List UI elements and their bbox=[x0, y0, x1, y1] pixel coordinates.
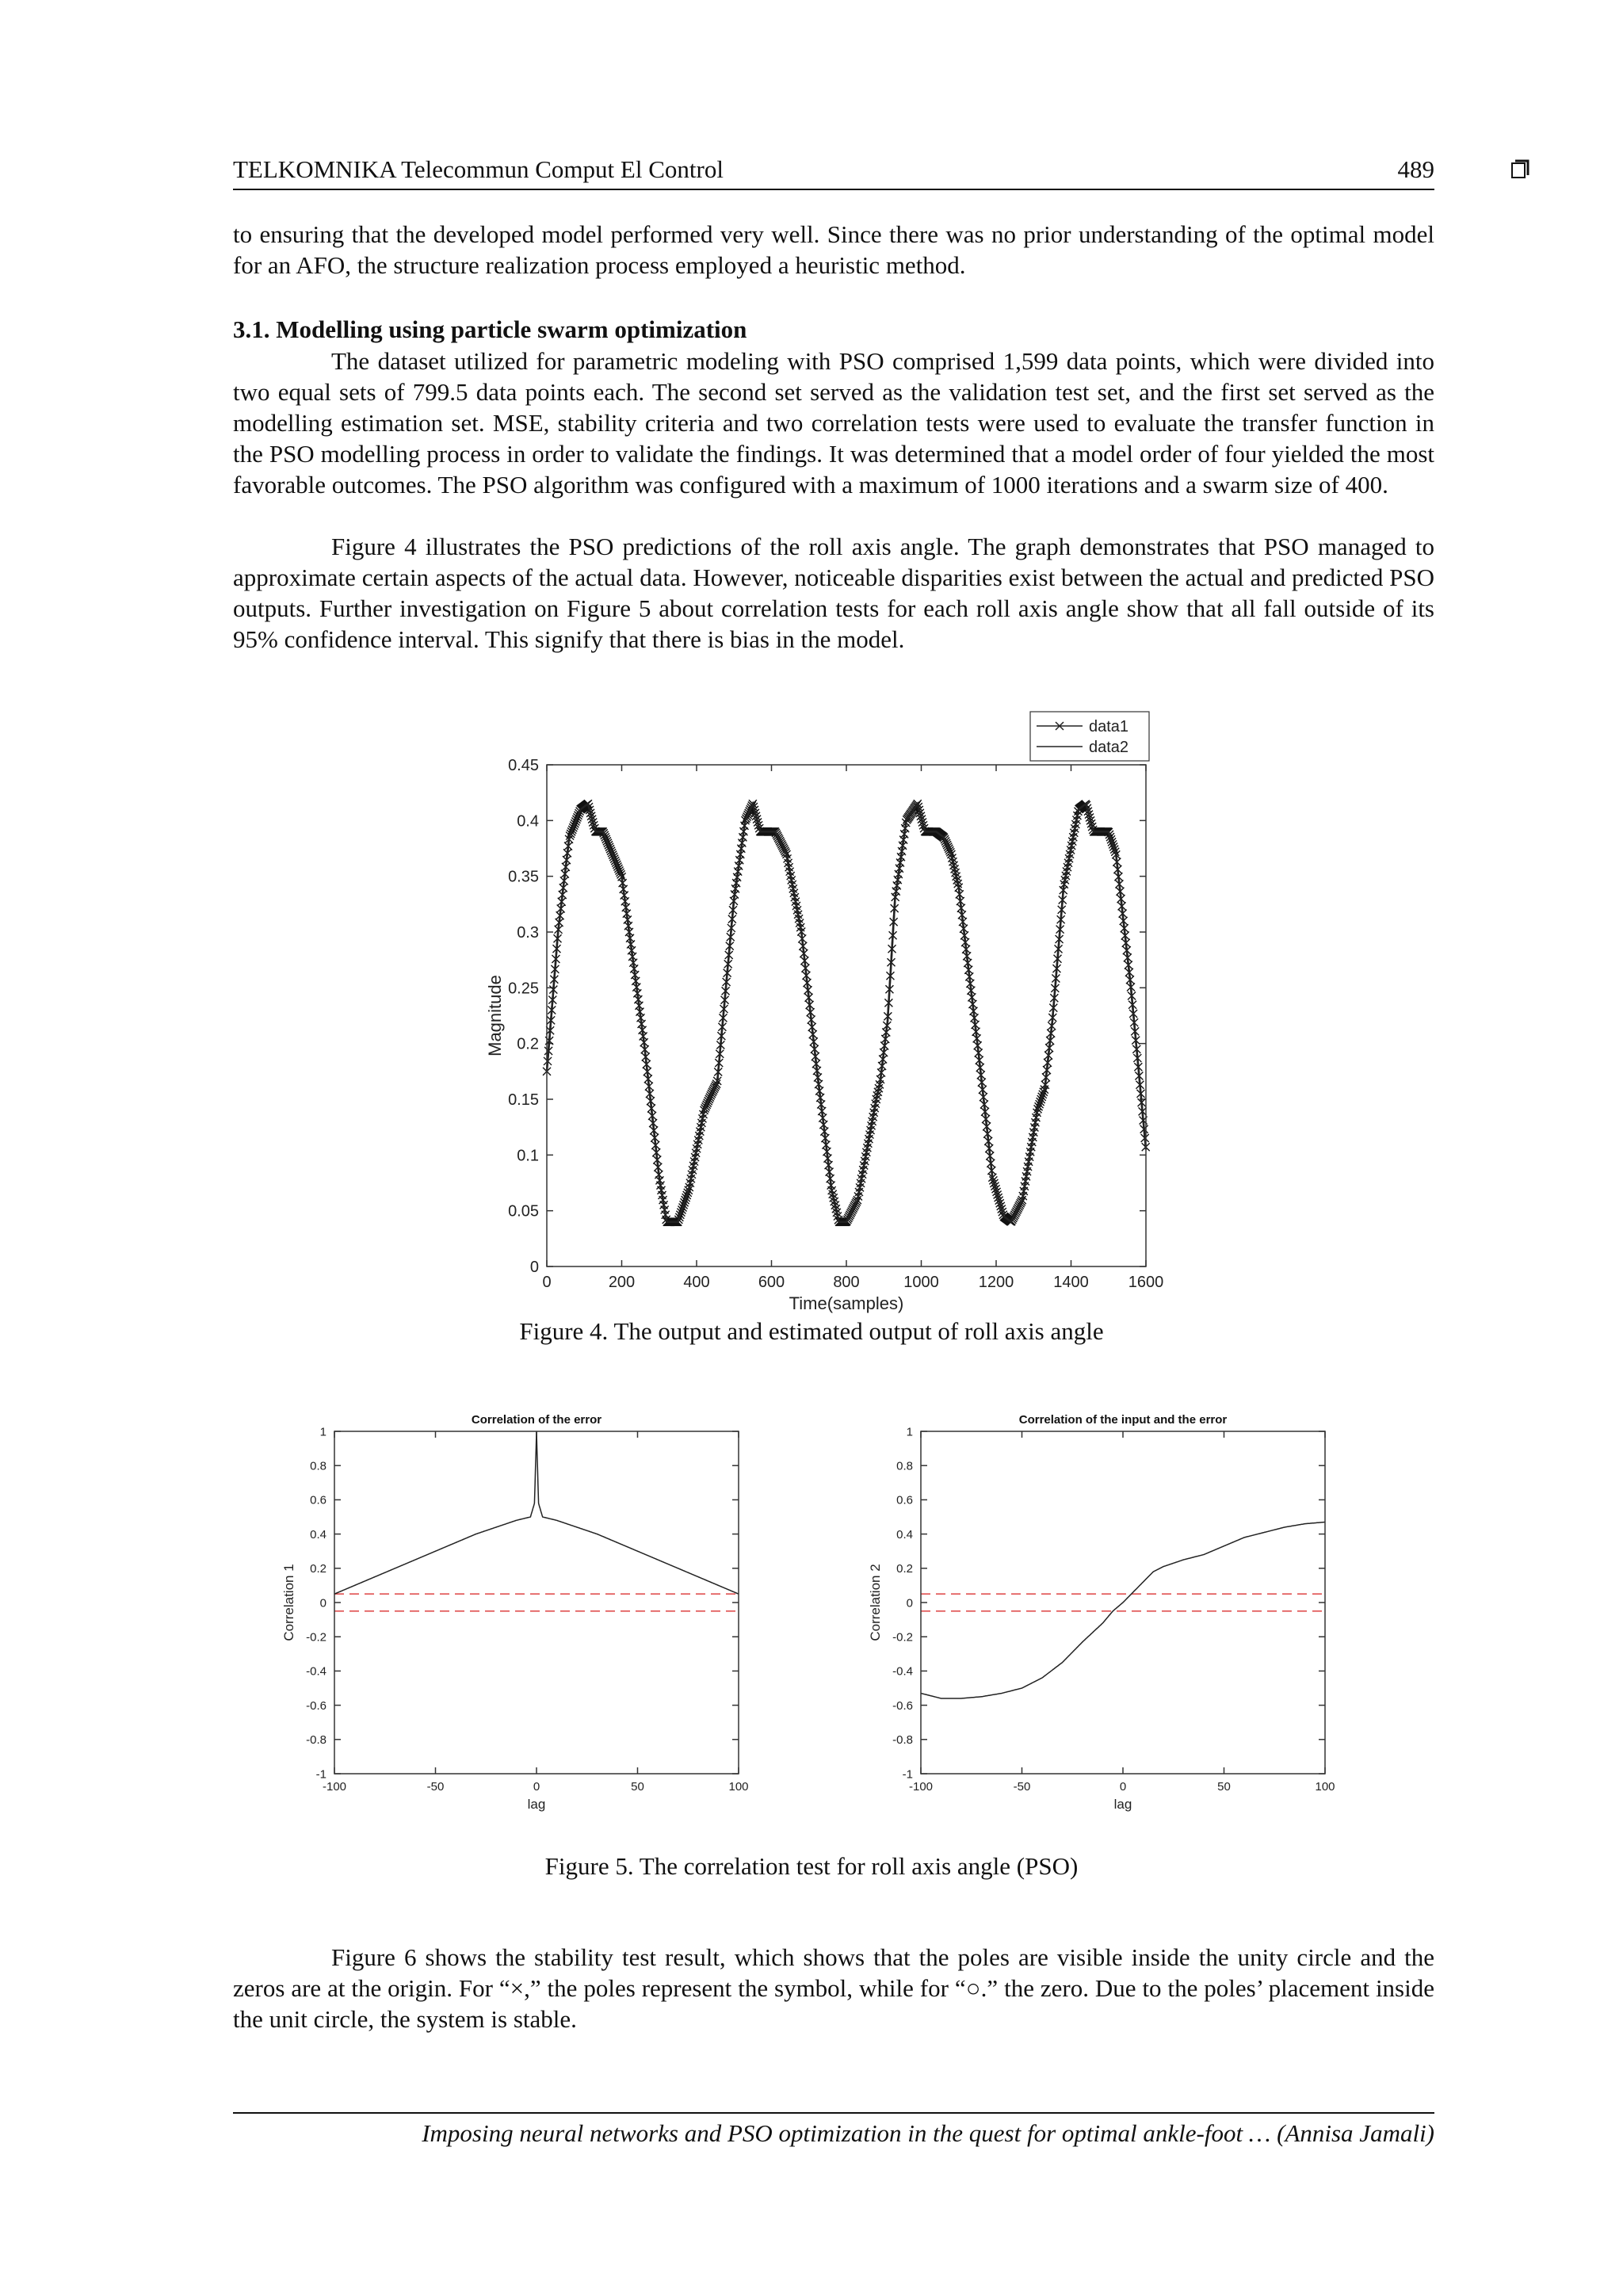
x-tick-label: 0 bbox=[533, 1780, 540, 1794]
page-number: 489 bbox=[1397, 155, 1434, 183]
y-tick-label: 0.3 bbox=[517, 924, 539, 942]
x-tick-label: 1400 bbox=[1053, 1274, 1089, 1291]
y-tick-label: 0.35 bbox=[508, 868, 539, 886]
section-paragraph-2: Figure 4 illustrates the PSO predictions of the roll axis angle. The graph demonstrates that PSO managed to approximate certain aspects of the actual data. However, noticeable disparities exist between the actual and predicted PSO outputs. Further investigation on Figure 5 about correlation tests for each roll axis angle show that all fall outside of its 95% confidence interval. This signify that there is bias in the model. bbox=[233, 533, 1434, 653]
x-tick-label: -100 bbox=[322, 1780, 347, 1794]
series-data1-markers bbox=[543, 800, 1150, 1226]
y-tick-label: 0 bbox=[906, 1596, 913, 1610]
x-axis-label: lag bbox=[1113, 1797, 1132, 1812]
y-tick-label: 0.2 bbox=[896, 1562, 913, 1576]
series-data2-line bbox=[547, 804, 1146, 1221]
y-tick-label: -1 bbox=[315, 1767, 327, 1782]
y-tick-label: 0.25 bbox=[508, 980, 539, 998]
y-tick-label: -0.6 bbox=[306, 1698, 327, 1713]
y-tick-label: -0.4 bbox=[892, 1664, 913, 1679]
y-tick-label: -0.6 bbox=[892, 1698, 913, 1713]
x-tick-label: 0 bbox=[1119, 1780, 1127, 1794]
x-tick-label: -100 bbox=[908, 1780, 934, 1794]
x-axis-label: Time(samples) bbox=[789, 1293, 904, 1313]
legend-label: data1 bbox=[1089, 718, 1129, 735]
y-tick-label: 0.6 bbox=[896, 1493, 913, 1507]
page-box-icon bbox=[1511, 160, 1529, 179]
x-tick-label: -50 bbox=[1013, 1780, 1031, 1794]
header-rule bbox=[233, 189, 1434, 190]
x-tick-label: 600 bbox=[758, 1274, 785, 1291]
y-tick-label: 0.8 bbox=[310, 1459, 327, 1473]
x-tick-label: 800 bbox=[833, 1274, 860, 1291]
page-header bbox=[233, 155, 1434, 187]
y-tick-label: 0 bbox=[529, 1259, 539, 1276]
section-paragraph-1: The dataset utilized for parametric modeling with PSO comprised 1,599 data points, which were divided into two equal sets of 799.5 data points each. The second set served as the validation test set, and the first set served as the modelling estimation set. MSE, stability criteria and two correlation tests were used to evaluate the transfer function in the PSO modelling process in order to validate the findings. It was determined that a model order of four yielded the most favorable outcomes. The PSO algorithm was configured with a maximum of 1000 iterations and a swarm size of 400. bbox=[233, 347, 1434, 499]
x-tick-label: 50 bbox=[1217, 1780, 1231, 1794]
y-axis-label: Correlation 2 bbox=[868, 1564, 883, 1641]
y-tick-label: -0.8 bbox=[306, 1733, 327, 1748]
figure-4-chart bbox=[444, 697, 1189, 1313]
x-tick-label: 1600 bbox=[1128, 1274, 1164, 1291]
x-tick-label: 100 bbox=[728, 1780, 749, 1794]
series-correlation-line bbox=[334, 1431, 739, 1594]
chart-title: Correlation of the input and the error bbox=[1018, 1413, 1228, 1427]
journal-name: TELKOMNIKA Telecommun Comput El Control bbox=[233, 155, 724, 183]
chart-title: Correlation of the error bbox=[471, 1413, 602, 1427]
series-correlation-line bbox=[921, 1522, 1325, 1699]
y-tick-label: 0.8 bbox=[896, 1459, 913, 1473]
figure-5-input-error-correlation-chart bbox=[856, 1403, 1363, 1831]
y-tick-label: 0.4 bbox=[310, 1527, 327, 1541]
y-tick-label: 0.4 bbox=[896, 1527, 913, 1541]
x-tick-label: 400 bbox=[683, 1274, 710, 1291]
y-tick-label: 0.2 bbox=[517, 1035, 539, 1053]
y-axis-label: Correlation 1 bbox=[281, 1564, 296, 1641]
y-tick-label: 0.05 bbox=[508, 1202, 539, 1221]
y-axis-label: Magnitude bbox=[485, 975, 505, 1056]
x-tick-label: -50 bbox=[426, 1780, 445, 1794]
y-tick-label: -1 bbox=[902, 1767, 913, 1782]
x-axis-label: lag bbox=[527, 1797, 546, 1812]
figure-5-caption: Figure 5. The correlation test for roll axis angle (PSO) bbox=[544, 1852, 1079, 1880]
y-tick-label: 0.2 bbox=[310, 1562, 327, 1576]
plot-frame bbox=[334, 1431, 739, 1774]
intro-paragraph: to ensuring that the developed model performed very well. Since there was no prior understanding of the optimal model for an AFO, the structure realization process employed a heuristic method. bbox=[233, 220, 1434, 279]
y-tick-label: -0.4 bbox=[306, 1664, 327, 1679]
y-tick-label: 0 bbox=[319, 1596, 327, 1610]
legend-label: data2 bbox=[1089, 739, 1129, 756]
y-tick-label: 1 bbox=[319, 1425, 327, 1439]
closing-paragraph: Figure 6 shows the stability test result, which shows that the poles are visible inside the unity circle and the zeros are at the origin. For “×,” the poles represent the symbol, while for “○.” the zero. Due to the poles’ placement inside the unit circle, the system is stable. bbox=[233, 1943, 1434, 2033]
y-tick-label: -0.2 bbox=[892, 1630, 913, 1645]
y-tick-label: 0.15 bbox=[508, 1091, 539, 1109]
x-tick-label: 200 bbox=[608, 1274, 636, 1291]
page-footer: Imposing neural networks and PSO optimization in the quest for optimal ankle-foot … (Annisa Jamali) bbox=[422, 2119, 1434, 2147]
y-tick-label: -0.2 bbox=[306, 1630, 327, 1645]
y-tick-label: 0.6 bbox=[310, 1493, 327, 1507]
x-tick-label: 0 bbox=[542, 1274, 552, 1291]
x-tick-label: 50 bbox=[631, 1780, 644, 1794]
figure-4-caption: Figure 4. The output and estimated output of roll axis angle bbox=[519, 1317, 1104, 1345]
y-tick-label: 0.1 bbox=[517, 1147, 539, 1165]
y-tick-label: -0.8 bbox=[892, 1733, 913, 1748]
y-tick-label: 1 bbox=[906, 1425, 913, 1439]
x-tick-label: 1000 bbox=[903, 1274, 939, 1291]
footer-rule bbox=[233, 2112, 1434, 2114]
series-data1-line bbox=[547, 804, 1146, 1221]
y-tick-label: 0.4 bbox=[517, 812, 539, 831]
x-tick-label: 100 bbox=[1315, 1780, 1335, 1794]
x-tick-label: 1200 bbox=[978, 1274, 1014, 1291]
section-title: 3.1. Modelling using particle swarm optimization bbox=[233, 315, 747, 343]
figure-5-error-correlation-chart bbox=[269, 1403, 777, 1831]
y-tick-label: 0.45 bbox=[508, 757, 539, 774]
